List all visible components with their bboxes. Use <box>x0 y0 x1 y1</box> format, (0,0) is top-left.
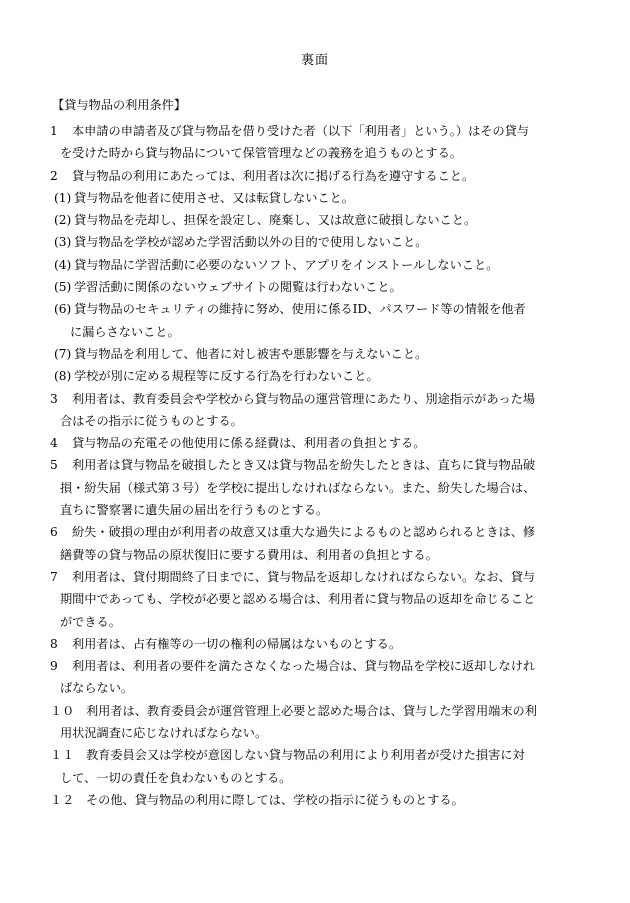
condition-number: (4) <box>54 257 72 272</box>
condition-text: 貸与物品の利用にあたっては、利用者は次に掲げる行為を遵守すること。 <box>72 168 475 183</box>
section-heading: 【貸与物品の利用条件】 <box>52 98 187 112</box>
condition-text: 利用者は、教育委員会や学校から貸与物品の運営管理にあたり、別途指示があった場 <box>72 391 536 406</box>
condition-item <box>50 744 590 766</box>
condition-item <box>50 521 590 543</box>
condition-item-continuation <box>50 588 590 610</box>
condition-number: １０ <box>50 703 75 718</box>
condition-text: 損・紛失届（様式第３号）を学校に提出しなければならない。また、紛失した場合は、 <box>60 480 536 495</box>
condition-text: 直ちに警察署に遺失届の届出を行うものとする。 <box>60 503 329 518</box>
condition-text: 学習活動に関係のないウェブサイトの閲覧は行わないこと。 <box>74 280 402 295</box>
condition-number: (5) <box>54 280 72 295</box>
condition-text: を受けた時から貸与物品について保管管理などの義務を追うものとする。 <box>60 146 462 161</box>
condition-item-continuation <box>50 321 590 343</box>
condition-item-continuation <box>50 677 590 699</box>
condition-number: (6) <box>54 302 72 317</box>
condition-item <box>50 454 590 476</box>
condition-item <box>50 254 590 276</box>
condition-number: (8) <box>54 369 72 384</box>
condition-text: 利用者は、占有権等の一切の権利の帰属はないものとする。 <box>72 636 402 651</box>
condition-item-continuation <box>50 499 590 521</box>
condition-number: (2) <box>54 213 72 228</box>
condition-item <box>50 231 590 253</box>
conditions-list <box>50 120 590 811</box>
condition-item <box>50 700 590 722</box>
condition-item <box>50 343 590 365</box>
condition-item <box>50 120 590 142</box>
condition-number: 4 <box>50 436 58 451</box>
condition-item <box>50 276 590 298</box>
condition-text: 貸与物品を利用して、他者に対し被害や悪影響を与えないこと。 <box>74 346 428 361</box>
condition-text: 利用者は、教育委員会が運営管理上必要と認めた場合は、貸与した学習用端末の利 <box>86 703 537 718</box>
condition-text: 合はその指示に従うものとする。 <box>60 413 243 428</box>
condition-item-continuation <box>50 611 590 633</box>
condition-number: 7 <box>50 569 58 584</box>
condition-text: 利用者は、貸付期間終了日までに、貸与物品を返却しなければならない。なお、貸与 <box>72 569 536 584</box>
condition-text: 用状況調査に応じなければならない。 <box>60 726 268 741</box>
condition-text: 貸与物品を売却し、担保を設定し、廃棄し、又は故意に破損しないこと。 <box>74 213 477 228</box>
condition-text: 教育委員会又は学校が意図しない貸与物品の利用により利用者が受けた損害に対 <box>86 748 525 763</box>
condition-text: ばならない。 <box>60 681 134 696</box>
condition-number: 8 <box>50 636 58 651</box>
condition-text: 繕費等の貸与物品の原状復旧に要する費用は、利用者の負担とする。 <box>60 547 438 562</box>
condition-item <box>50 633 590 655</box>
condition-number: (7) <box>54 346 72 361</box>
condition-text: 期間中であっても、学校が必要と認める場合は、利用者に貸与物品の返却を命じること <box>60 592 536 607</box>
condition-item <box>50 566 590 588</box>
condition-text: ができる。 <box>60 614 121 629</box>
condition-text: 利用者は、利用者の要件を満たさなくなった場合は、貸与物品を学校に返却しなけれ <box>72 659 536 674</box>
condition-item <box>50 789 590 811</box>
condition-item <box>50 655 590 677</box>
condition-item-continuation <box>50 477 590 499</box>
condition-text: 紛失・破損の理由が利用者の故意又は重大な過失によるものと認められるときは、修 <box>72 525 536 540</box>
condition-item <box>50 432 590 454</box>
condition-text: 貸与物品の充電その他使用に係る経費は、利用者の負担とする。 <box>72 436 426 451</box>
condition-number: (1) <box>54 190 72 205</box>
condition-text: に漏らさないこと。 <box>70 324 180 339</box>
condition-number: 5 <box>50 458 58 473</box>
condition-text: 貸与物品を他者に使用させ、又は転貸しないこと。 <box>74 190 354 205</box>
condition-number: 6 <box>50 525 58 540</box>
condition-item <box>50 388 590 410</box>
condition-number: (3) <box>54 235 72 250</box>
page-title: 裏面 <box>300 53 329 68</box>
condition-number: 9 <box>50 659 58 674</box>
condition-number: １２ <box>50 792 75 807</box>
condition-text: 利用者は貸与物品を破損したとき又は貸与物品を紛失したときは、直ちに貸与物品破 <box>72 458 536 473</box>
condition-item <box>50 165 590 187</box>
condition-item <box>50 209 590 231</box>
condition-text: 学校が別に定める規程等に反する行為を行わないこと。 <box>74 369 379 384</box>
condition-item-continuation <box>50 544 590 566</box>
condition-item-continuation <box>50 142 590 164</box>
condition-number: 3 <box>50 391 58 406</box>
condition-number: 1 <box>50 124 58 138</box>
condition-item <box>50 298 590 320</box>
condition-text: して、一切の責任を負わないものとする。 <box>60 770 292 785</box>
condition-item-continuation <box>50 722 590 744</box>
condition-item-continuation <box>50 410 590 432</box>
condition-text: 貸与物品に学習活動に必要のないソフト、アプリをインストールしないこと。 <box>74 257 499 272</box>
condition-text: 貸与物品を学校が認めた学習活動以外の目的で使用しないこと。 <box>74 235 428 250</box>
condition-number: 2 <box>50 168 58 183</box>
condition-text: その他、貸与物品の利用に際しては、学校の指示に従うものとする。 <box>86 792 464 807</box>
condition-text: 本申請の申請者及び貸与物品を借り受けた者（以下「利用者」という。）はその貸与 <box>72 124 530 138</box>
condition-number: １１ <box>50 748 75 763</box>
condition-text: 貸与物品のセキュリティの維持に努め、使用に係るID、パスワード等の情報を他者 <box>74 302 526 317</box>
condition-item <box>50 365 590 387</box>
condition-item <box>50 187 590 209</box>
condition-item-continuation <box>50 767 590 789</box>
